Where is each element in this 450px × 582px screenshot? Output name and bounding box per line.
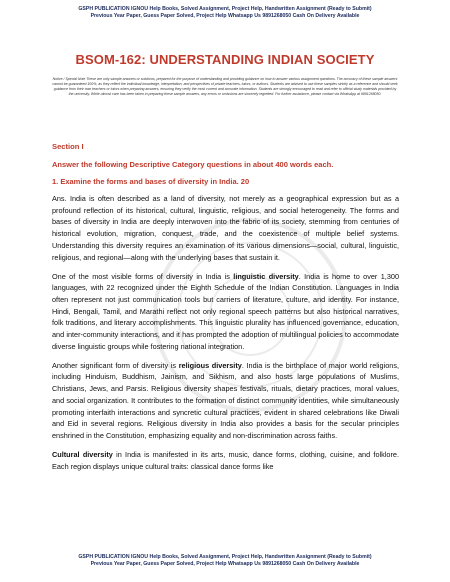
bold-term: religious diversity <box>178 360 242 370</box>
answer-paragraph-2 <box>52 271 399 353</box>
paragraph-text: One of the most visible forms of diversity in India is <box>52 271 234 281</box>
header-line-2: Previous Year Paper, Guess Paper Solved, Project Help Whatsapp Us 9891268050 Cash On Delivery Available <box>90 13 360 19</box>
footer-line-1: GSPH PUBLICATION IGNOU Help Books, Solved Assignment, Project Help, Handwritten Assignment (Ready to Submit) <box>78 554 372 560</box>
paragraph-text: in India is manifested in its arts, music, dance forms, clothing, cuisine, and folklore. Each region displays unique cultural traits: classical dance forms like <box>52 449 399 471</box>
header-line-1: GSPH PUBLICATION IGNOU Help Books, Solved Assignment, Project Help, Handwritten Assignment (Ready to Submit) <box>78 6 372 12</box>
bold-term: Cultural diversity <box>52 449 113 459</box>
answer-paragraph-1 <box>52 193 399 263</box>
page-footer <box>0 554 450 568</box>
main-content <box>52 141 399 480</box>
paragraph-text: . India is home to over 1,300 languages, with 22 recognized under the Eighth Schedule of the Indian Constitution. Languages in India often represent not just communication tools but carriers of literature, culture, and identity. For instance, Hindi, Bengali, Tamil, and Marathi reflect not only regional speech patterns but also historical narratives, folk traditions, and literary accomplishments. This linguistic plurality has influenced governance, education, and inter-community interactions, and it has prompted the adoption of multilingual policies to accommodate diverse linguistic groups while fostering national integration. <box>52 271 399 351</box>
instruction-text: Answer the following Descriptive Category questions in about 400 words each. <box>52 160 334 169</box>
section-heading: Section I <box>52 142 84 151</box>
footer-line-2: Previous Year Paper, Guess Paper Solved, Project Help Whatsapp Us 9891268050 Cash On Delivery Available <box>90 561 360 567</box>
paragraph-text: Ans. India is often described as a land of diversity, not merely as a geographical expression but as a profound reflection of its historical, cultural, linguistic, religious, and social heterogeneity. The forms and bases of diversity in India are deeply interwoven into the fabric of its society, stemming from centuries of historical evolution, migration, conquest, trade, and the coexistence of multiple belief systems. Understanding this diversity requires an examination of its various dimensions—social, cultural, linguistic, religious, and regional—along with the underlying bases that sustain it. <box>52 194 399 262</box>
paragraph-text: Another significant form of diversity is <box>52 360 179 370</box>
notice-text: Notice / Special Note These are only sample answers or solutions, prepared for the purpose of understanding and providing guidance on how to answer various assignment questions. The accuracy of these sample answers cannot be guaranteed 100%, as they reflect the individual knowledge, interpretation, and perspectives of private teachers, tutors, or authors. Students are advised to use these samples strictly as a reference and should seek guidance from their own teachers or tutors when preparing answers, ensuring they verify the most current and accurate information. Students are strongly encouraged to read and refer to official study materials provided by the university. While utmost care has been taken in preparing these sample answers, any errors or omissions are sincerely regretted. For further assistance, please contact via WhatsApp at 9891268050. <box>52 77 398 97</box>
question-heading: 1. Examine the forms and bases of diversity in India. 20 <box>52 177 250 186</box>
bold-term: linguistic diversity <box>233 271 299 281</box>
answer-paragraph-4 <box>52 449 399 472</box>
document-title: BSOM-162: UNDERSTANDING INDIAN SOCIETY <box>75 52 375 67</box>
page-header <box>0 6 450 20</box>
paragraph-text: . India is the birthplace of major world religions, including Hinduism, Buddhism, Jainism, and Sikhism, and also hosts large populations of Muslims, Christians, Jews, and Parsis. Religious diversity shapes festivals, rituals, dietary practices, moral values, and social organization. It contributes to the formation of distinct community identities, while simultaneously promoting interfaith interactions and syncretic cultural practices, evident in shared celebrations like Diwali and Eid in several regions. Religious diversity in India also provides a basis for the secular principles enshrined in the Constitution, emphasizing equality and non-discrimination across faiths. <box>52 360 400 440</box>
answer-paragraph-3 <box>52 360 399 442</box>
